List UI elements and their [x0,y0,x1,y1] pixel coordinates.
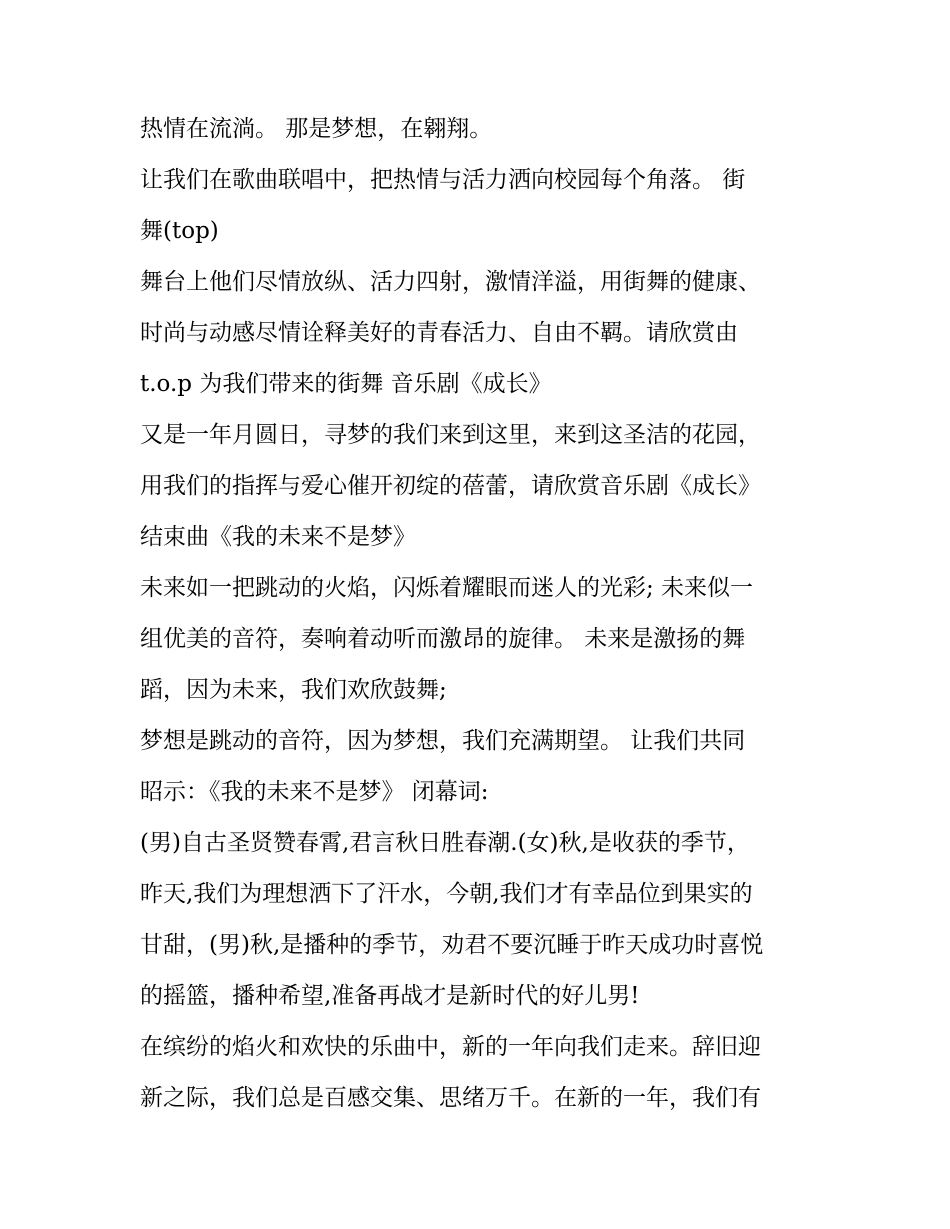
text-line: 舞(top) [140,218,219,244]
text-line: 结束曲《我的未来不是梦》 [140,524,416,550]
text-line: 昨天,我们为理想洒下了汗水，今朝,我们才有幸品位到果实的 [140,881,753,907]
text-line: 未来如一把跳动的火焰，闪烁着耀眼而迷人的光彩; 未来似一 [140,575,754,601]
text-line: t.o.p 为我们带来的街舞 音乐剧《成长》 [140,371,552,397]
text-line: 热情在流淌。 那是梦想，在翱翔。 [140,116,493,142]
text-line: 的摇篮，播种希望,准备再战才是新时代的好儿男! [140,983,640,1009]
text-line: 昭示：《我的未来不是梦》 闭幕词: [140,779,489,805]
text-line: 新之际，我们总是百感交集、思绪万千。在新的一年，我们有 [140,1085,761,1111]
document-body [140,104,820,1124]
text-line: 组优美的音符，奏响着动听而激昂的旋律。 未来是激扬的舞 [140,626,746,652]
text-line: 让我们在歌曲联唱中，把热情与活力洒向校园每个角落。 街 [140,167,746,193]
text-line: (男)自古圣贤赞春霄,君言秋日胜春潮.(女)秋,是收获的季节， [140,830,750,856]
text-line: 时尚与动感尽情诠释美好的青春活力、自由不羁。请欣赏由 [140,320,738,346]
text-line: 甘甜，(男)秋,是播种的季节，劝君不要沉睡于昨天成功时喜悦 [140,932,764,958]
text-line: 蹈，因为未来，我们欢欣鼓舞; [140,677,447,703]
text-line: 舞台上他们尽情放纵、活力四射，激情洋溢，用街舞的健康、 [140,269,761,295]
text-line: 在缤纷的焰火和欢快的乐曲中，新的一年向我们走来。辞旧迎 [140,1034,761,1060]
text-line: 梦想是跳动的音符，因为梦想，我们充满期望。 让我们共同 [140,728,746,754]
text-line: 又是一年月圆日，寻梦的我们来到这里，来到这圣洁的花园， [140,422,761,448]
text-line: 用我们的指挥与爱心催开初绽的蓓蕾，请欣赏音乐剧《成长》 [140,473,761,499]
